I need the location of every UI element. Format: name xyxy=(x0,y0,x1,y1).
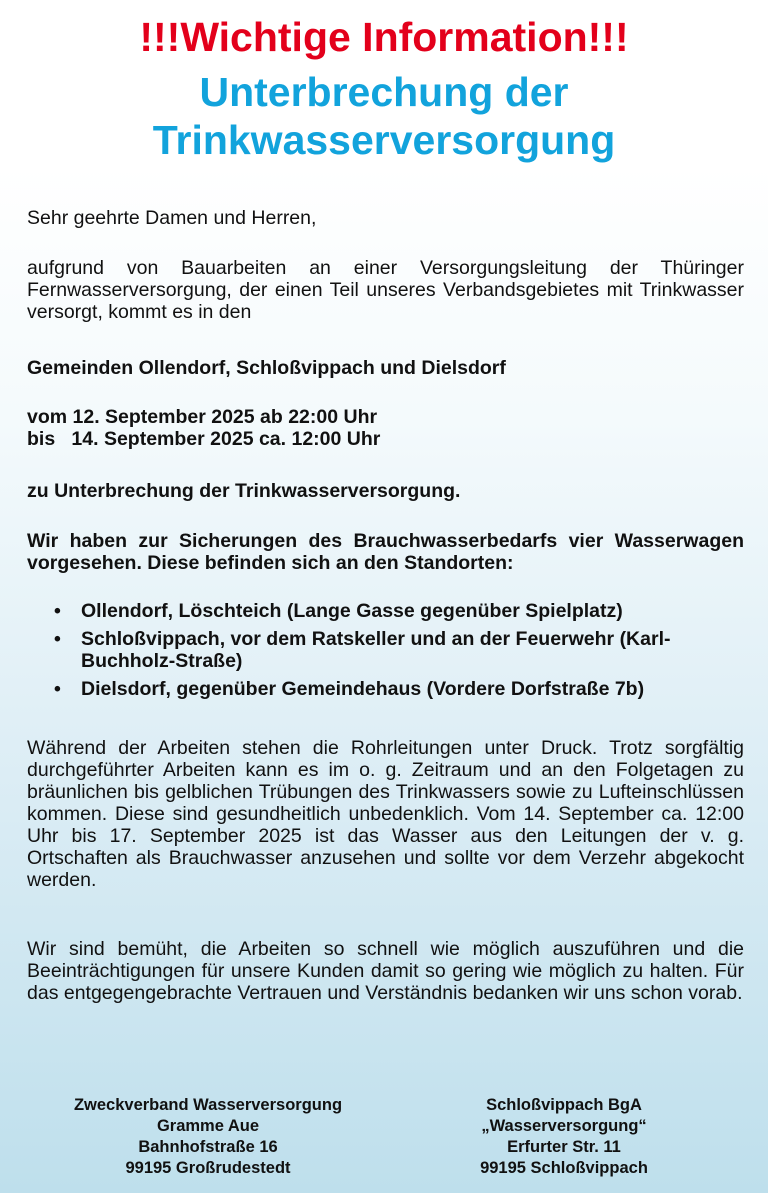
list-item xyxy=(27,678,744,700)
location-text: Schloßvippach, vor dem Ratskeller und an der Feuerwehr (Karl-Buchholz-Straße) xyxy=(81,628,671,672)
location-list xyxy=(27,600,744,706)
location-text: Dielsdorf, gegenüber Gemeindehaus (Vordere Dorfstraße 7b) xyxy=(81,678,645,700)
period-from: vom 12. September 2025 ab 22:00 Uhr xyxy=(27,406,378,428)
bullet-icon: • xyxy=(54,678,61,700)
notice-paragraph: Während der Arbeiten stehen die Rohrleitungen unter Druck. Trotz sorgfältig durchgeführter Arbeiten kann es im o. g. Zeitraum und an den Folgetagen zu bräunlichen bis gelblichen Trübungen des Trinkwassers sowie zu Lufteinschlüssen kommen. Diese sind gesundheitlich unbedenklich. Vom 14. September ca. 12:00 Uhr bis 17. September 2025 ist das Wasser aus den Leitungen der v. g. Ortschaften als Brauchwasser anzusehen und sollte vor dem Verzehr abgekocht werden. xyxy=(27,737,744,891)
bullet-icon: • xyxy=(54,628,61,650)
municipalities: Gemeinden Ollendorf, Schloßvippach und Dielsdorf xyxy=(27,357,506,379)
footer-right-street: Erfurter Str. 11 xyxy=(507,1138,621,1156)
title-line-2: Trinkwasserversorgung xyxy=(152,117,616,163)
title-heading xyxy=(0,68,768,164)
salutation: Sehr geehrte Damen und Herren, xyxy=(27,207,317,229)
footer-left-street: Bahnhofstraße 16 xyxy=(138,1138,278,1156)
footer-left-org2: Gramme Aue xyxy=(156,1117,260,1135)
footer-address-left xyxy=(28,1095,388,1179)
tankers-intro: Wir haben zur Sicherungen des Brauchwasserbedarfs vier Wasserwagen vorgesehen. Diese befinden sich an den Standorten: xyxy=(27,530,744,574)
footer-right-org2: „Wasserversorgung“ xyxy=(481,1117,647,1135)
footer-right-org: Schloßvippach BgA xyxy=(486,1096,642,1114)
list-item xyxy=(27,628,744,672)
alert-heading: !!!Wichtige Information!!! xyxy=(139,14,629,60)
footer-right-city: 99195 Schloßvippach xyxy=(480,1159,648,1177)
footer-left-org: Zweckverband Wasserversorgung xyxy=(73,1096,343,1114)
footer-left-city: 99195 Großrudestedt xyxy=(125,1159,291,1177)
consequence: zu Unterbrechung der Trinkwasserversorgung. xyxy=(27,480,461,502)
location-text: Ollendorf, Löschteich (Lange Gasse gegenüber Spielplatz) xyxy=(81,600,623,622)
period xyxy=(27,406,744,450)
list-item xyxy=(27,600,744,622)
title-line-1: Unterbrechung der xyxy=(199,69,569,115)
period-to: bis 14. September 2025 ca. 12:00 Uhr xyxy=(27,428,381,450)
footer-address-right xyxy=(420,1095,708,1179)
intro-paragraph: aufgrund von Bauarbeiten an einer Versorgungsleitung der Thüringer Fernwasserversorgung, der einen Teil unseres Verbandsgebietes mit Trinkwasser versorgt, kommt es in den xyxy=(27,257,744,323)
bullet-icon: • xyxy=(54,600,61,622)
closing-paragraph: Wir sind bemüht, die Arbeiten so schnell wie möglich auszuführen und die Beeinträchtigungen für unsere Kunden damit so gering wie möglich zu halten. Für das entgegengebrachte Vertrauen und Verständnis bedanken wir uns schon vorab. xyxy=(27,938,744,1004)
